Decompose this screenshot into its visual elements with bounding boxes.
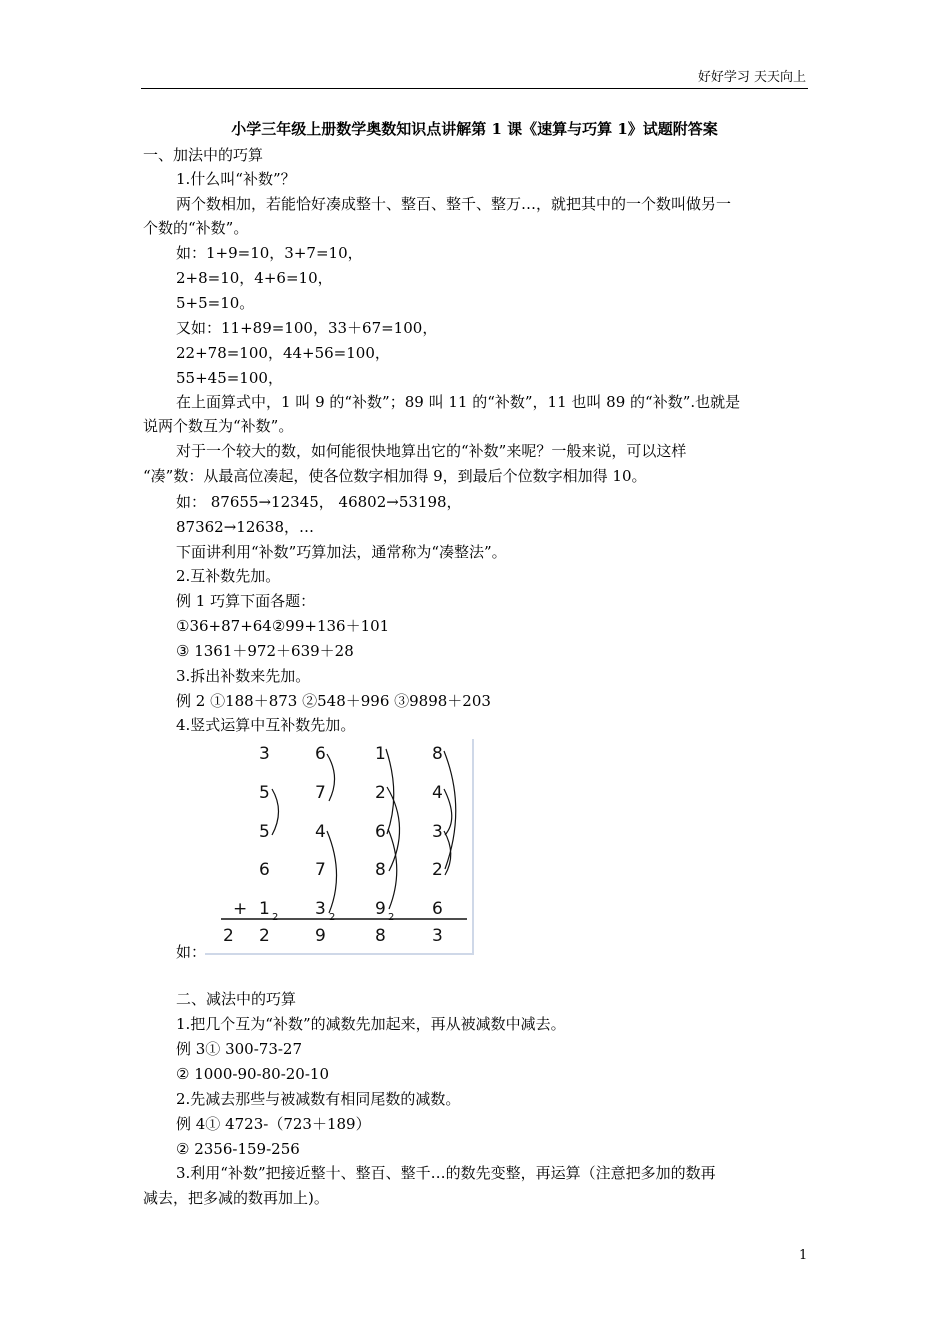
digit-c2-r3: 8 [375, 860, 386, 880]
digit-c3-r4: 6 [432, 899, 443, 919]
section-heading: 二、减法中的巧算 [176, 990, 297, 1008]
complement-arc [444, 789, 452, 835]
digit-c1-r0: 6 [315, 744, 326, 764]
paragraph-line: 个数的“补数”。 [143, 219, 249, 237]
paragraph-line: “凑”数：从最高位凑起，使各位数字相加得 9，到最后个位数字相加得 10。 [143, 467, 647, 485]
section-heading: 一、加法中的巧算 [143, 146, 264, 164]
digit-c0-r2: 5 [259, 822, 270, 842]
example-line: 87362→12638，… [176, 518, 315, 536]
digit-c0-r0: 3 [259, 744, 270, 764]
subheading: 2.互补数先加。 [176, 567, 281, 585]
page-number: 1 [799, 1248, 808, 1263]
result-digit: 2 [223, 926, 234, 946]
digit-c3-r2: 3 [432, 822, 443, 842]
paragraph-line: 说两个数互为“补数”。 [143, 417, 294, 435]
figure-label: 如： [176, 943, 207, 961]
paragraph-line: 在上面算式中，1 叫 9 的“补数”；89 叫 11 的“补数”，11 也叫 89 的“补数”.也就是 [176, 393, 741, 411]
paragraph-line: 3.利用“补数”把接近整十、整百、整千…的数先变整，再运算（注意把多加的数再 [176, 1164, 716, 1182]
subheading: 2.先减去那些与被减数有相同尾数的减数。 [176, 1090, 461, 1108]
complement-arc [327, 831, 337, 913]
subheading: 3.拆出补数来先加。 [176, 667, 311, 685]
digit-c2-r4: 9 [375, 899, 386, 919]
digit-c0-r4: 1 [259, 899, 270, 919]
digit-c1-r2: 4 [315, 822, 326, 842]
example-line: 例 3① 300-73-27 [176, 1040, 303, 1058]
example-line: 例 2 ①188＋873 ②548＋996 ③9898＋203 [176, 692, 491, 710]
digit-c1-r3: 7 [315, 860, 326, 880]
header-text: 好好学习 天天向上 [697, 70, 806, 85]
document-title: 小学三年级上册数学奥数知识点讲解第 1 课《速算与巧算 1》试题附答案 [231, 120, 718, 138]
digit-c2-r0: 1 [375, 744, 386, 764]
example-line: 如： 87655→12345， 46802→53198， [176, 493, 462, 511]
paragraph-line: 两个数相加，若能恰好凑成整十、整百、整千、整万…，就把其中的一个数叫做另一 [176, 195, 732, 213]
example-line: ③ 1361＋972＋639＋28 [176, 642, 354, 660]
example-line: ①36+87+64②99+136＋101 [176, 617, 390, 635]
result-digit: 3 [432, 926, 443, 946]
subheading: 4.竖式运算中互补数先加。 [176, 716, 356, 734]
digit-c2-r2: 6 [375, 822, 386, 842]
paragraph-line: 减去，把多减的数再加上)。 [143, 1189, 329, 1207]
digit-c2-r1: 2 [375, 783, 386, 803]
page-header [141, 66, 808, 89]
example-line: ② 1000-90-80-20-10 [176, 1065, 330, 1083]
digit-c0-r1: 5 [259, 783, 270, 803]
carry-digit: 2 [388, 912, 395, 923]
example-line: 又如：11+89=100，33＋67=100， [176, 319, 438, 337]
digit-c0-r3: 6 [259, 860, 270, 880]
example-line: 5+5=10。 [176, 294, 255, 312]
example-line: 22+78=100，44+56=100， [176, 344, 390, 362]
paragraph-line: 对于一个较大的数，如何能很快地算出它的“补数”来呢？一般来说，可以这样 [176, 442, 687, 460]
example-line: 如：1+9=10，3+7=10， [176, 244, 363, 262]
digit-c3-r0: 8 [432, 744, 443, 764]
digit-c3-r3: 2 [432, 860, 443, 880]
carry-digit: 2 [272, 912, 279, 923]
paragraph-line: 下面讲利用“补数”巧算加法，通常称为“凑整法”。 [176, 543, 507, 561]
complement-arc [327, 754, 335, 801]
complement-arc [272, 789, 279, 835]
subheading: 1.把几个互为“补数”的减数先加起来，再从被减数中减去。 [176, 1015, 566, 1033]
subheading: 1.什么叫“补数”？ [176, 170, 296, 188]
digit-c1-r1: 7 [315, 783, 326, 803]
complement-arc [444, 751, 456, 869]
result-digit: 2 [259, 926, 270, 946]
example-line: 例 1 巧算下面各题： [176, 592, 316, 610]
example-line: 例 4① 4723-（723＋189） [176, 1115, 371, 1133]
digit-c1-r4: 3 [315, 899, 326, 919]
result-digit: 9 [315, 926, 326, 946]
example-line: 2+8=10，4+6=10， [176, 269, 333, 287]
digit-c3-r1: 4 [432, 783, 443, 803]
plus-sign: + [233, 899, 248, 919]
example-line: 55+45=100， [176, 369, 283, 387]
carry-digit: 2 [329, 912, 336, 923]
vertical-addition-figure [205, 739, 477, 955]
example-line: ② 2356-159-256 [176, 1140, 300, 1158]
result-digit: 8 [375, 926, 386, 946]
